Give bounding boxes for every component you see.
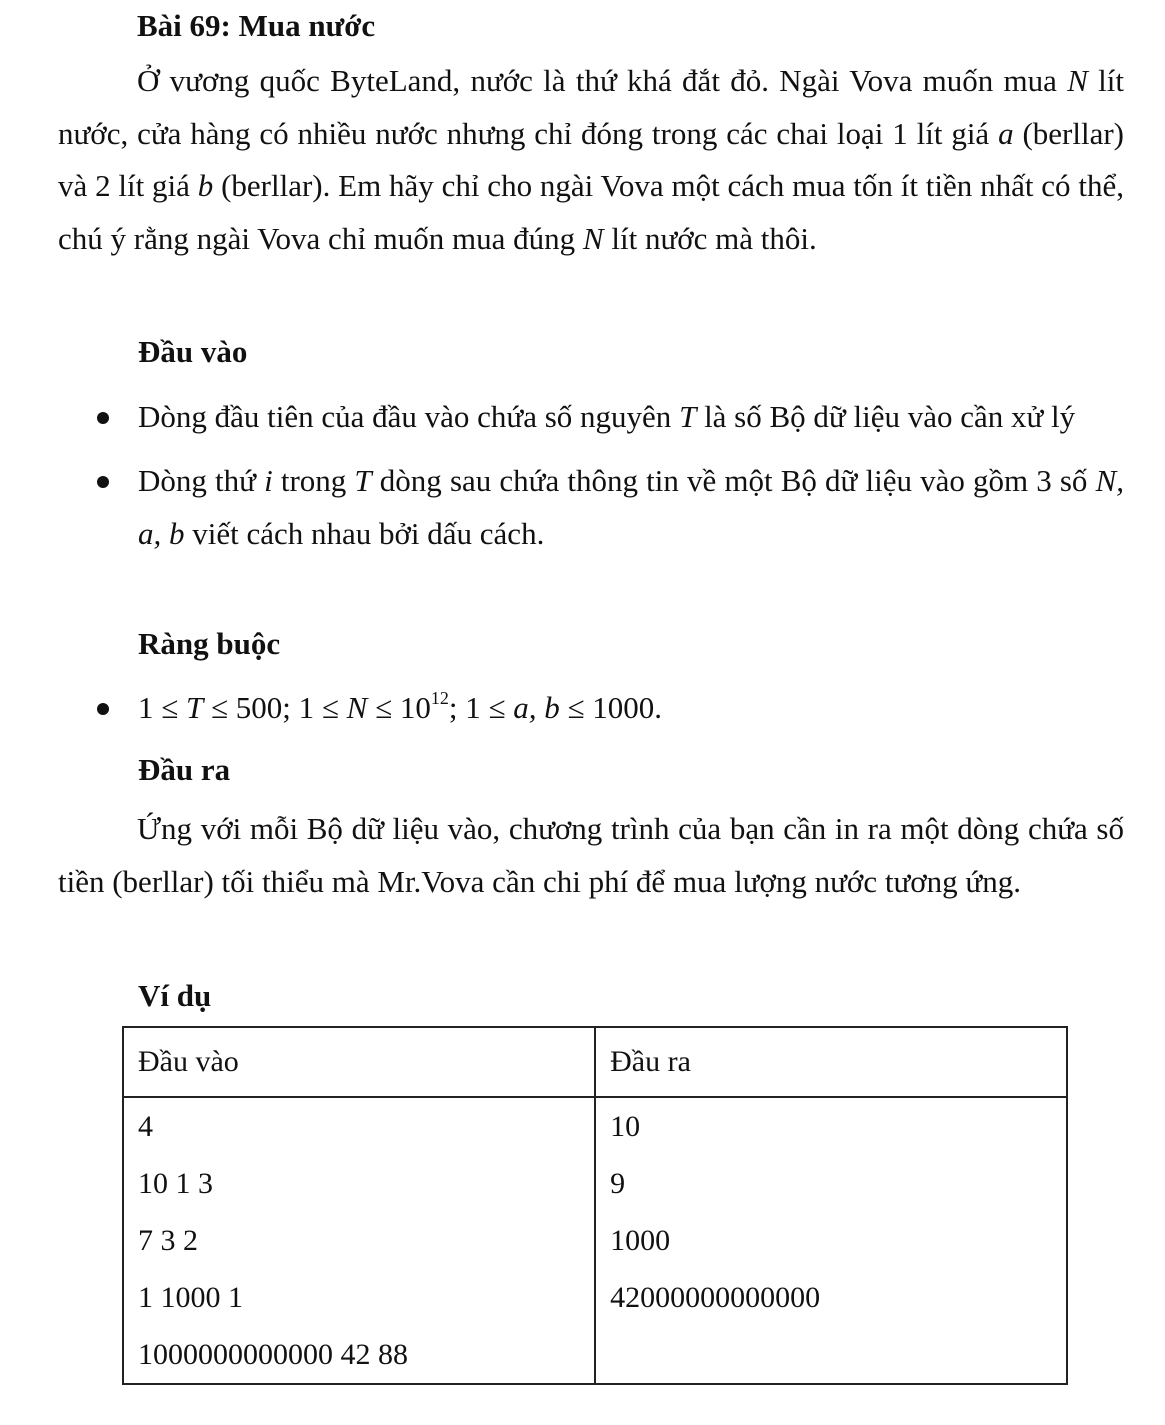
constraint-text: ≤ 500; 1 ≤	[203, 690, 347, 725]
exponent: 12	[430, 688, 449, 708]
statement-text: (berllar) và 2 lít giá	[58, 115, 1124, 203]
var-n: N	[582, 220, 604, 256]
sample-output-line: 10	[610, 1110, 641, 1143]
statement-text: lít nước mà thôi.	[603, 220, 817, 256]
bullet-text: dòng sau chứa thông tin về một Bộ dữ liệu vào gồm 3 số	[371, 463, 1096, 498]
bullet-text: là số Bộ dữ liệu vào cần xử lý	[696, 399, 1076, 434]
input-heading: Đầu vào	[138, 334, 248, 369]
var-t: T	[354, 463, 372, 498]
input-description-list	[0, 390, 1124, 560]
output-description: Ứng với mỗi Bộ dữ liệu vào, chương trình của bạn cần in ra một dòng chứa số tiền (berllar) tối thiểu mà Mr.Vova cần chi phí để mua lượng nước tương ứng.	[58, 811, 1124, 899]
sample-input-line: 10 1 3	[138, 1167, 213, 1200]
table-header-input: Đầu vào	[123, 1027, 595, 1097]
statement-text: Ở vương quốc ByteLand, nước là thứ khá đắt đỏ. Ngài Vova muốn mua	[137, 63, 1068, 98]
problem-title: Bài 69: Mua nước	[137, 8, 376, 43]
var-n: N	[1067, 63, 1088, 98]
statement-text: (berllar). Em hãy chỉ cho ngài Vova một cách mua tốn ít tiền nhất có thể, chú ý rằng ngài Vova chỉ muốn mua đúng	[58, 168, 1124, 256]
bullet-text: viết cách nhau bởi dấu cách.	[184, 516, 545, 551]
list-item	[0, 681, 1124, 734]
bullet-icon	[97, 412, 109, 424]
sample-output-line: 42000000000000	[610, 1281, 821, 1314]
constraint-text: ; 1 ≤	[448, 690, 514, 725]
sample-input-line: 1 1000 1	[138, 1281, 243, 1314]
var-t: T	[186, 690, 204, 725]
sample-output-line: 1000	[610, 1224, 671, 1257]
bullet-icon	[97, 476, 109, 488]
var-ab: a, b	[513, 690, 560, 725]
problem-statement	[58, 55, 1124, 265]
table-header-output: Đầu ra	[595, 1027, 1067, 1097]
constraint-text: 1 ≤	[138, 690, 187, 725]
list-item	[0, 390, 1124, 443]
constraint-heading: Ràng buộc	[138, 626, 281, 661]
sample-output-line: 9	[610, 1167, 626, 1200]
var-a: a	[998, 115, 1014, 151]
sample-input-cell	[123, 1097, 595, 1384]
table-row	[123, 1097, 1067, 1384]
example-table	[122, 1026, 1068, 1385]
table-header-row	[123, 1027, 1067, 1097]
constraint-list	[0, 681, 1124, 734]
var-b: b	[197, 168, 214, 203]
bullet-text: trong	[272, 463, 355, 498]
list-item	[0, 454, 1124, 560]
output-heading: Đầu ra	[138, 752, 231, 787]
var-n: N	[346, 690, 368, 725]
constraint-text: ≤ 10	[367, 690, 431, 725]
bullet-text: Dòng đầu tiên của đầu vào chứa số nguyên	[138, 399, 680, 434]
sample-output-cell	[595, 1097, 1067, 1384]
sample-input-line: 1000000000000 42 88	[138, 1338, 408, 1371]
statement-text: lít nước, cửa hàng có nhiều nước nhưng chỉ đóng trong các chai loại 1 lít giá	[58, 63, 1124, 151]
example-heading: Ví dụ	[138, 978, 212, 1013]
sample-input-line: 4	[138, 1110, 153, 1143]
constraint-text: ≤ 1000.	[559, 690, 663, 725]
var-i: i	[264, 463, 273, 498]
bullet-icon	[97, 703, 109, 715]
var-t: T	[679, 399, 697, 434]
var-nab: N, a, b	[138, 463, 1124, 551]
sample-input-line: 7 3 2	[138, 1224, 198, 1257]
bullet-text: Dòng thứ	[138, 463, 265, 498]
